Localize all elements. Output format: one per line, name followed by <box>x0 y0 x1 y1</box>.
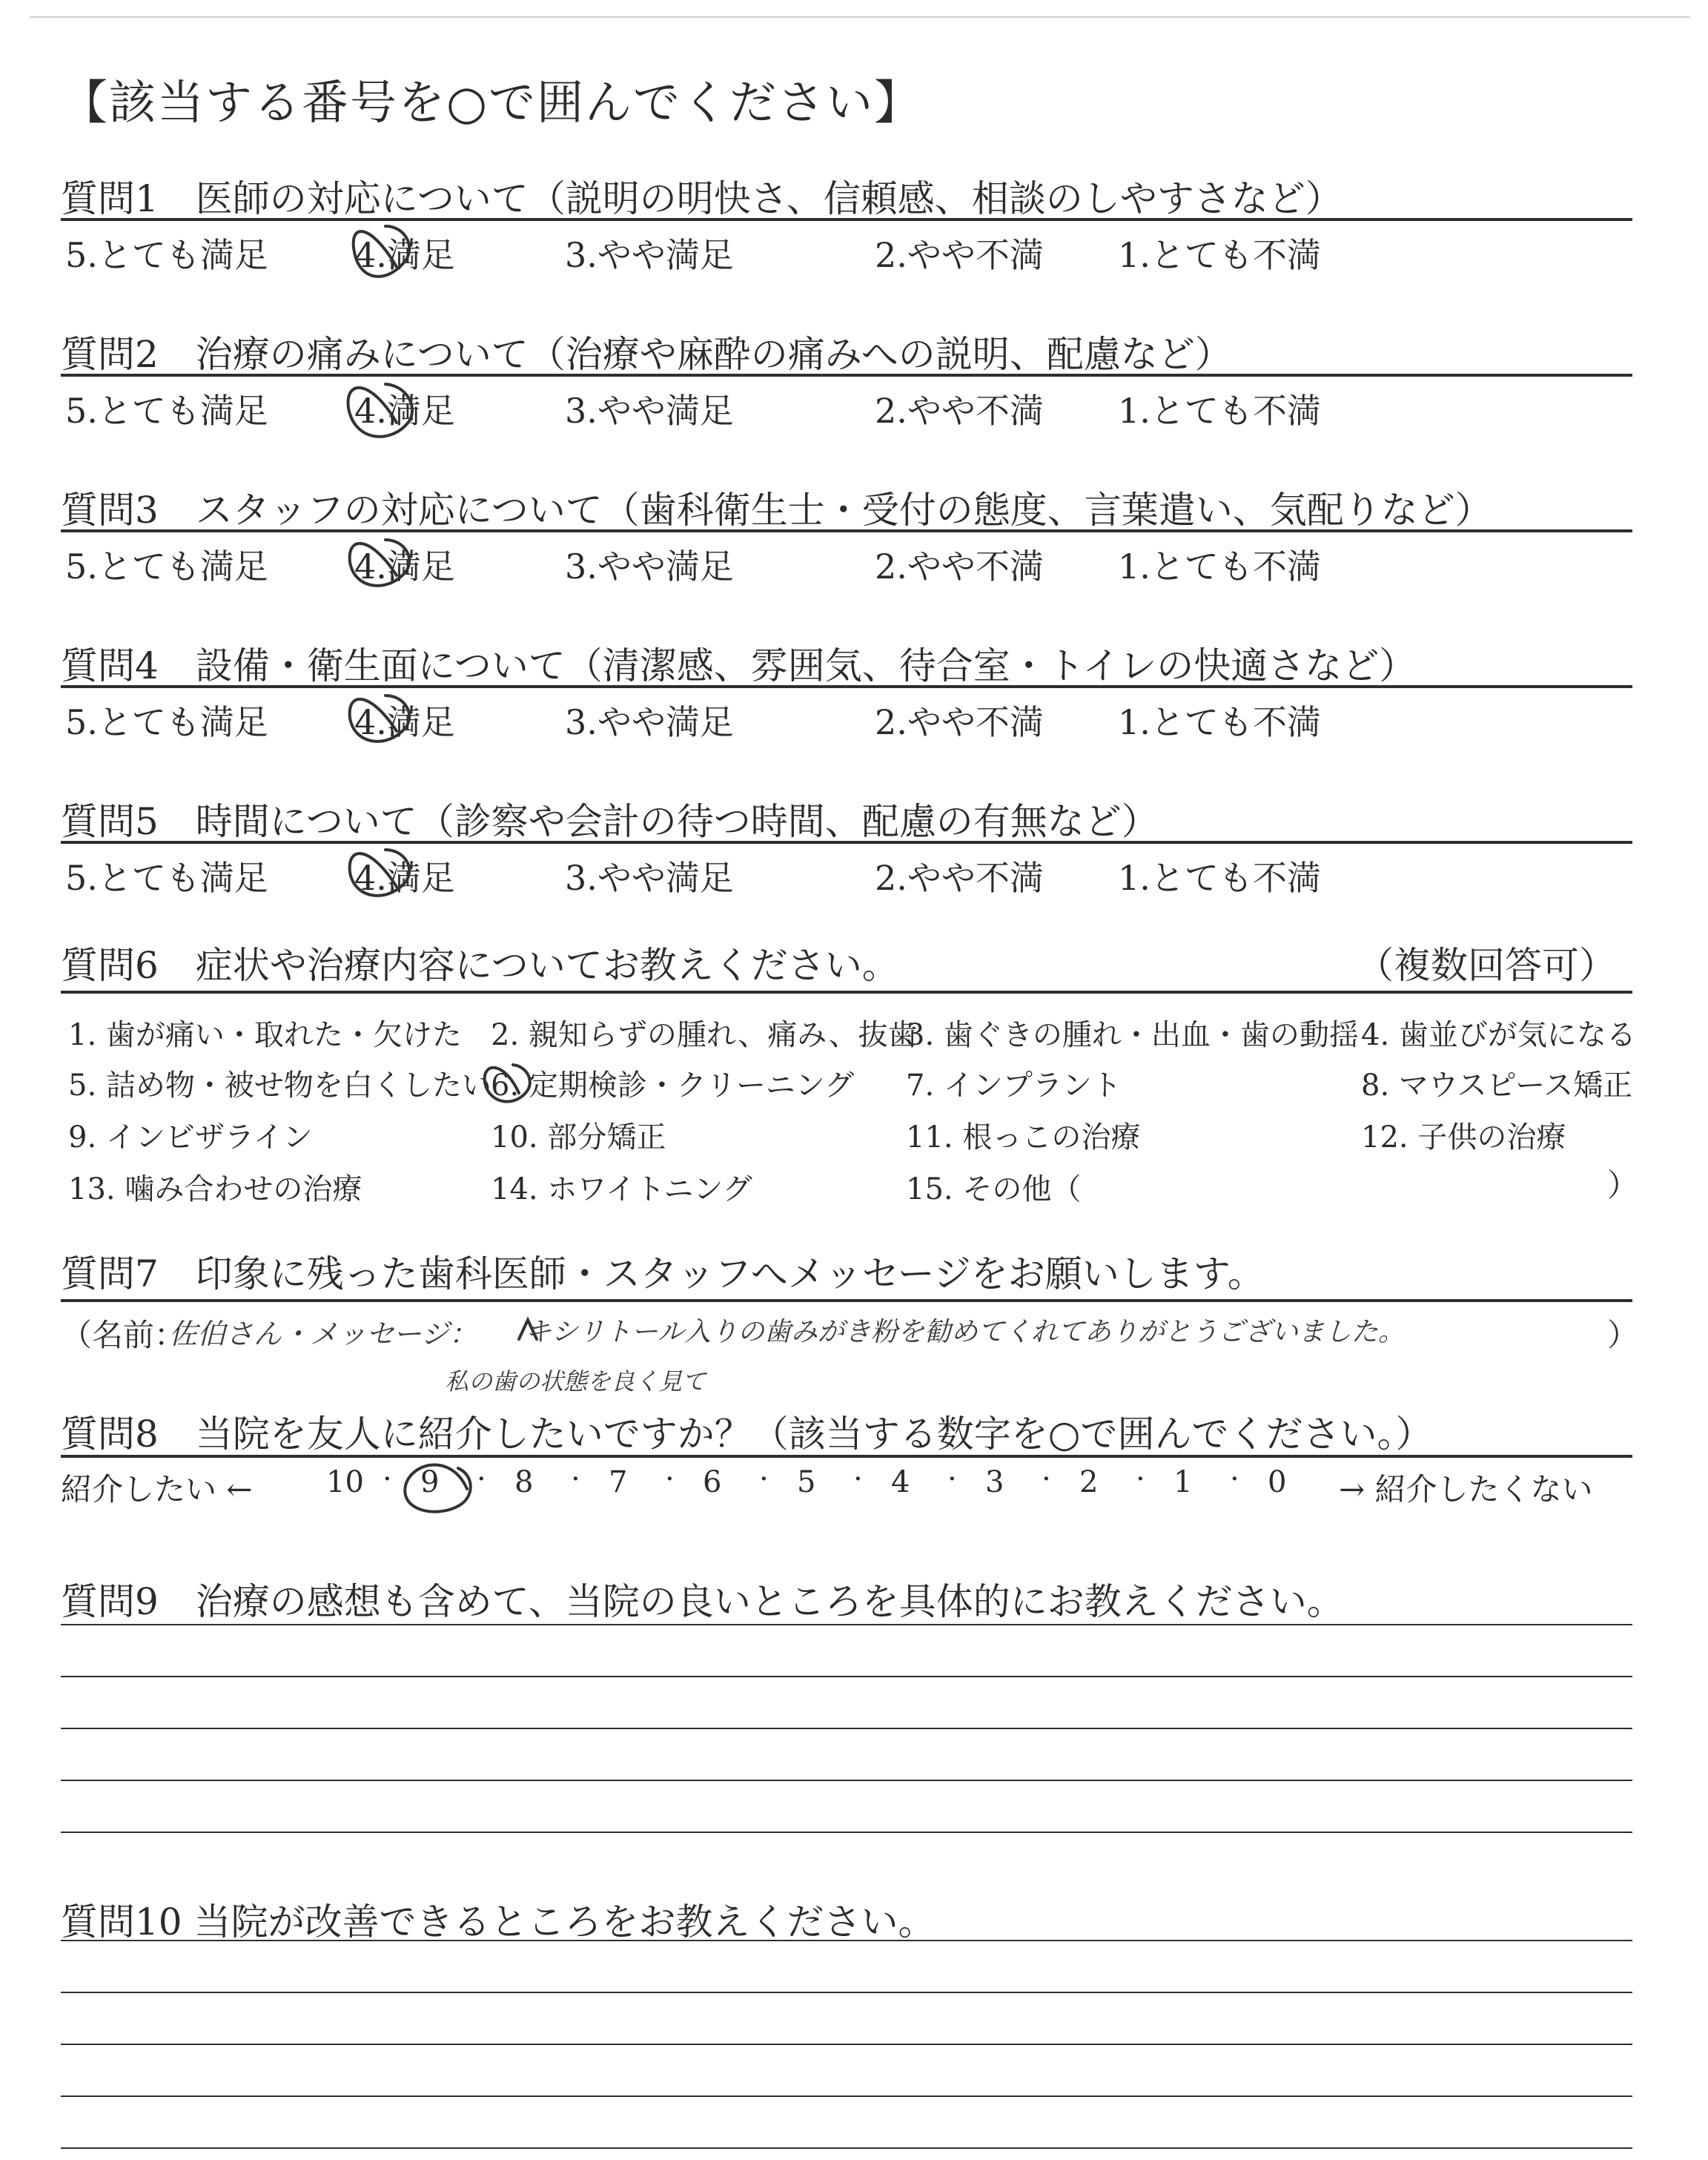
q8-scale-5[interactable]: 5 <box>797 1465 816 1499</box>
q9-answer-line <box>61 1728 1632 1729</box>
q8-separator-dot: · <box>383 1462 392 1496</box>
q1-rule <box>61 218 1632 221</box>
q8-scale-7[interactable]: 7 <box>609 1465 628 1499</box>
q1-title: 質問1 医師の対応について（説明の明快さ、信頼感、相談のしやすさなど） <box>61 177 1343 220</box>
q5-option-4[interactable]: 4.満足 <box>354 858 455 898</box>
q6-option-12[interactable]: 12. 子供の治療 <box>1361 1120 1566 1155</box>
q3-option-5[interactable]: 5.とても満足 <box>65 546 268 587</box>
q8-scale-0[interactable]: 0 <box>1268 1465 1287 1499</box>
q6-option-4[interactable]: 4. 歯並びが気になる <box>1361 1018 1636 1052</box>
q6-multi-note: （複数回答可） <box>1357 944 1616 987</box>
q2-option-4[interactable]: 4.満足 <box>354 391 455 431</box>
q7-title: 質問7 印象に残った歯科医師・スタッフへメッセージをお願いします。 <box>61 1252 1265 1295</box>
q8-scale-1[interactable]: 1 <box>1174 1465 1193 1499</box>
q5-rule <box>61 841 1632 844</box>
q1-option-4[interactable]: 4.満足 <box>354 235 455 275</box>
q10-answer-line <box>61 1992 1632 1993</box>
q8-scale-6[interactable]: 6 <box>703 1465 722 1499</box>
q1-option-1[interactable]: 1.とても不満 <box>1118 235 1321 275</box>
q1-option-3[interactable]: 3.やや満足 <box>565 235 734 275</box>
q3-option-4[interactable]: 4.満足 <box>354 546 455 587</box>
q6-option-2[interactable]: 2. 親知らずの腫れ、痛み、抜歯 <box>491 1018 918 1052</box>
form-header: 【該当する番号を○で囲んでください】 <box>61 76 922 130</box>
q6-title: 質問6 症状や治療内容についてお教えください。 <box>61 944 899 987</box>
q6-option-1[interactable]: 1. 歯が痛い・取れた・欠けた <box>68 1018 462 1052</box>
q10-title: 質問10 当院が改善できるところをお教えください。 <box>61 1900 936 1943</box>
q8-separator-dot: · <box>571 1462 580 1496</box>
q4-option-5[interactable]: 5.とても満足 <box>65 702 268 742</box>
q8-separator-dot: · <box>1042 1462 1051 1496</box>
q6-rule <box>61 991 1632 994</box>
q8-scale-8[interactable]: 8 <box>514 1465 534 1499</box>
q1-option-5[interactable]: 5.とても満足 <box>65 235 268 275</box>
q8-title: 質問8 当院を友人に紹介したいですか？（該当する数字を○で囲んでください。） <box>61 1413 1433 1456</box>
q5-title: 質問5 時間について（診察や会計の待つ時間、配慮の有無など） <box>61 800 1159 843</box>
q2-option-1[interactable]: 1.とても不満 <box>1118 391 1321 431</box>
q10-answer-line <box>61 2095 1632 2097</box>
q9-title: 質問9 治療の感想も含めて、当院の良いところを具体的にお教えください。 <box>61 1580 1344 1623</box>
q9-answer-line <box>61 1832 1632 1833</box>
q2-option-3[interactable]: 3.やや満足 <box>565 391 734 431</box>
q2-option-2[interactable]: 2.やや不満 <box>875 391 1044 431</box>
q4-option-2[interactable]: 2.やや不満 <box>875 702 1044 742</box>
q6-option-14[interactable]: 14. ホワイトニング <box>491 1172 752 1206</box>
q8-right-label: → 紹介したくない <box>1339 1471 1593 1507</box>
q6-other-close: ） <box>1607 1167 1639 1203</box>
q7-rule <box>61 1299 1632 1302</box>
q3-option-3[interactable]: 3.やや満足 <box>565 546 734 587</box>
q6-option-10[interactable]: 10. 部分矯正 <box>491 1120 666 1155</box>
q8-scale-3[interactable]: 3 <box>985 1465 1004 1499</box>
q10-answer-line <box>61 1940 1632 1941</box>
q7-handwritten-message: キシリトール入りの歯みがき粉を勧めてくれてありがとうございました。 <box>525 1317 1405 1347</box>
q5-option-5[interactable]: 5.とても満足 <box>65 858 268 898</box>
q6-option-13[interactable]: 13. 噛み合わせの治療 <box>68 1172 363 1206</box>
q8-left-label: 紹介したい ← <box>61 1471 253 1507</box>
q5-option-3[interactable]: 3.やや満足 <box>565 858 734 898</box>
q7-handwritten-insert: 私の歯の状態を良く見て <box>445 1367 706 1396</box>
q6-option-15[interactable]: 15. その他（ <box>906 1172 1082 1206</box>
q9-answer-line <box>61 1676 1632 1677</box>
q8-rule <box>61 1455 1632 1458</box>
q7-name-prefix: （名前： <box>61 1317 186 1353</box>
q6-option-5[interactable]: 5. 詰め物・被せ物を白くしたい <box>68 1069 491 1103</box>
q8-separator-dot: · <box>759 1462 769 1496</box>
q8-separator-dot: · <box>665 1462 675 1496</box>
q2-title: 質問2 治療の痛みについて（治療や麻酔の痛みへの説明、配慮など） <box>61 333 1232 376</box>
q8-scale-9[interactable]: 9 <box>420 1465 440 1499</box>
q7-close-paren: ） <box>1607 1317 1639 1353</box>
q8-scale-2[interactable]: 2 <box>1079 1465 1099 1499</box>
q4-rule <box>61 685 1632 688</box>
q6-option-3[interactable]: 3. 歯ぐきの腫れ・出血・歯の動揺 <box>906 1018 1359 1052</box>
q6-option-8[interactable]: 8. マウスピース矯正 <box>1361 1069 1633 1103</box>
q6-option-11[interactable]: 11. 根っこの治療 <box>906 1120 1141 1155</box>
q5-option-1[interactable]: 1.とても不満 <box>1118 858 1321 898</box>
q3-rule <box>61 529 1632 532</box>
q8-separator-dot: · <box>853 1462 863 1496</box>
q8-separator-dot: · <box>1136 1462 1145 1496</box>
q8-scale-4[interactable]: 4 <box>891 1465 910 1499</box>
q3-option-1[interactable]: 1.とても不満 <box>1118 546 1321 587</box>
q8-separator-dot: · <box>947 1462 957 1496</box>
q4-title: 質問4 設備・衛生面について（清潔感、雰囲気、待合室・トイレの快適さなど） <box>61 644 1417 687</box>
q3-option-2[interactable]: 2.やや不満 <box>875 546 1044 587</box>
q7-handwritten-name: 佐伯さん・メッセージ： <box>169 1318 477 1350</box>
q9-answer-line <box>61 1780 1632 1781</box>
q4-option-3[interactable]: 3.やや満足 <box>565 702 734 742</box>
q2-rule <box>61 374 1632 377</box>
q10-answer-line <box>61 2147 1632 2149</box>
page-top-edge <box>30 16 1690 18</box>
q6-option-6[interactable]: 6. 定期検診・クリーニング <box>491 1069 855 1103</box>
q9-answer-line <box>61 1624 1632 1625</box>
q4-option-4[interactable]: 4.満足 <box>354 702 455 742</box>
q5-option-2[interactable]: 2.やや不満 <box>875 858 1044 898</box>
q8-separator-dot: · <box>477 1462 486 1496</box>
q3-title: 質問3 スタッフの対応について（歯科衛生士・受付の態度、言葉遣い、気配りなど） <box>61 489 1492 532</box>
q10-answer-line <box>61 2044 1632 2045</box>
q8-separator-dot: · <box>1230 1462 1239 1496</box>
q1-option-2[interactable]: 2.やや不満 <box>875 235 1044 275</box>
q4-option-1[interactable]: 1.とても不満 <box>1118 702 1321 742</box>
q2-option-5[interactable]: 5.とても満足 <box>65 391 268 431</box>
q8-scale-10[interactable]: 10 <box>326 1465 364 1499</box>
q6-option-7[interactable]: 7. インプラント <box>906 1069 1122 1103</box>
q6-option-9[interactable]: 9. インビザライン <box>68 1120 313 1155</box>
